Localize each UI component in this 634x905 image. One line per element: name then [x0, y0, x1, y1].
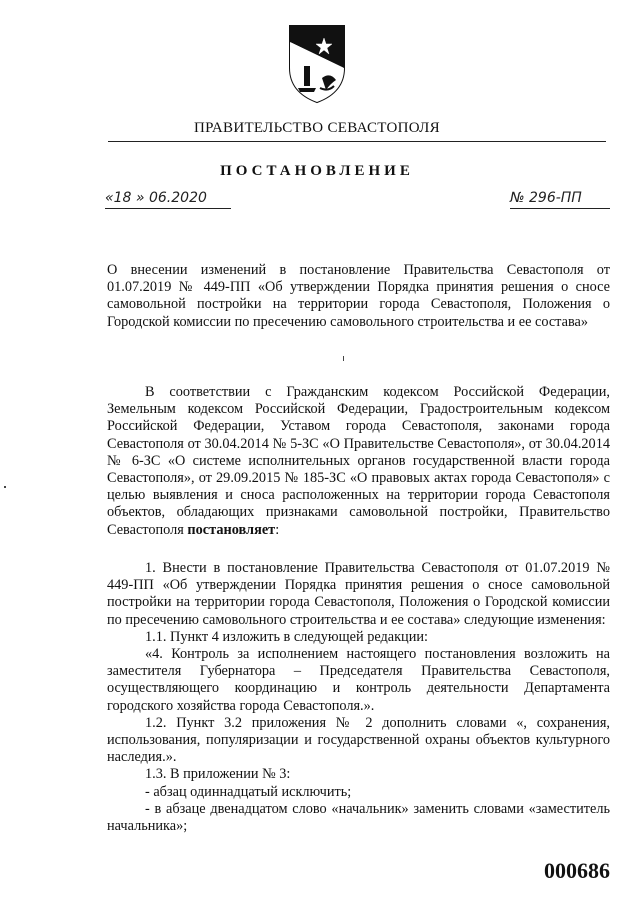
- document-number: № 296-ПП: [510, 190, 610, 209]
- document-type-heading: ПОСТАНОВЛЕНИЕ: [220, 163, 414, 179]
- item-1-1-text: «4. Контроль за исполнением настоящего постановления возложить на заместителя Губернатора – Председателя Правительства Севастополя, осуществляющего координацию и контроль деятельности Департамента городского хозяйства города Севастополя.».: [107, 646, 610, 714]
- decree-word: постановляет: [187, 521, 276, 538]
- document-subject: О внесении изменений в постановление Правительства Севастополя от 01.07.2019 № 449-ПП «Об утверждении Порядка принятия решения о сносе самовольной постройки на территории города Севастополя, Положения о Городской комиссии по пресечению самовольного строительства и ее состава»: [107, 262, 610, 330]
- serial-number: 000686: [544, 858, 610, 883]
- title-divider: [108, 141, 606, 142]
- scan-mark: [343, 356, 344, 361]
- item-1-3: 1.3. В приложении № 3:: [145, 766, 291, 783]
- preamble-tail: :: [275, 521, 280, 538]
- item-1-3-b: - в абзаце двенадцатом слово «начальник» заменить словами «заместитель начальника»;: [107, 800, 610, 835]
- item-1-1: 1.1. Пункт 4 изложить в следующей редакции:: [145, 628, 428, 645]
- preamble-text: В соответствии с Гражданским кодексом Российской Федерации, Земельным кодексом Российской Федерации, Градостроительным кодексом Российской Федерации, Уставом города Севастополя, законами города Севастополя от 30.04.2014 № 5-ЗС «О Правительстве Севастополя», от 30.04.2014 № 6-ЗС «О системе исполнительных органов государственной власти города Севастополя», от 29.09.2015 № 185-ЗС «О правовых актах города Севастополя» с целью выявления и сноса расположенных на территории города Севастополя объектов, обладающих признаками самовольной постройки, Правительство Севастополя: [107, 384, 610, 538]
- item-1-block: [107, 560, 610, 835]
- document-date: «18 » 06.2020: [105, 190, 231, 209]
- coat-of-arms-emblem: [286, 22, 348, 104]
- item-1-2: 1.2. Пункт 3.2 приложения № 2 дополнить словами «, сохранения, использования, популяризации и государственной охраны объектов культурного наследия.».: [107, 714, 610, 766]
- item-1-3-a: - абзац одиннадцатый исключить;: [145, 783, 352, 800]
- scan-dot: [4, 486, 6, 488]
- government-title: ПРАВИТЕЛЬСТВО СЕВАСТОПОЛЯ: [194, 120, 440, 136]
- item-1: 1. Внести в постановление Правительства Севастополя от 01.07.2019 № 449-ПП «Об утверждении Порядка принятия решения о сносе самовольной постройки на территории города Севастополя, Положения о Городской комиссии по пресечению самовольного строительства и ее состава» следующие изменения:: [107, 560, 610, 628]
- preamble-paragraph: [107, 384, 610, 539]
